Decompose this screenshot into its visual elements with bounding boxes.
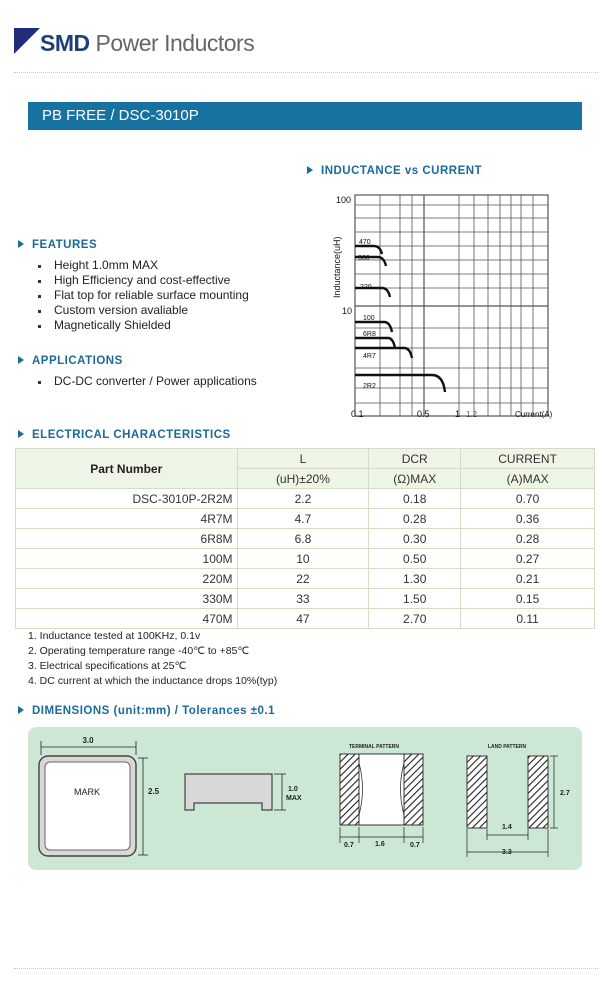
cell-part: 4R7M [16,509,238,529]
ytick-100: 100 [336,195,352,205]
mark-label: MARK [73,787,101,797]
ytick-10: 10 [342,306,353,316]
footer-divider [14,968,598,969]
applications-list [36,374,257,389]
banner-label: PB FREE / DSC-3010P [42,107,199,124]
dim-top-width: 3.0 [82,736,94,745]
land-left-pad [467,756,487,828]
dim-thickness: 1.0 [288,786,298,793]
list-item: Flat top for reliable surface mounting [36,288,249,303]
header-divider [14,72,598,73]
product-banner [28,102,582,130]
cell-current: 0.70 [461,489,595,509]
header-dcr-unit: (Ω)MAX [369,469,461,489]
header-dcr: DCR [369,449,461,469]
cell-dcr: 0.50 [369,549,461,569]
cell-l: 47 [237,609,369,629]
cell-dcr: 2.70 [369,609,461,629]
section-arrow-icon [18,356,24,364]
top-view-face [45,762,130,850]
note-2: 2. Operating temperature range -40℃ to +85℃ [28,645,250,657]
xtick-0-5: 0.5 [417,409,430,419]
cell-current: 0.27 [461,549,595,569]
cell-part: 6R8M [16,529,238,549]
electrical-heading: ELECTRICAL CHARACTERISTICS [18,429,231,441]
label-4r7: 4R7 [363,353,376,360]
side-view-body [185,774,272,810]
dim-land-height: 2.7 [560,790,570,797]
cell-l: 33 [237,589,369,609]
cell-part: DSC-3010P-2R2M [16,489,238,509]
list-item: DC-DC converter / Power applications [36,374,257,389]
cell-l: 6.8 [237,529,369,549]
label-470: 470 [359,239,371,246]
graph-heading: INDUCTANCE vs CURRENT [307,165,482,177]
label-2r2: 2R2 [363,383,376,390]
list-item: Height 1.0mm MAX [36,258,249,273]
cell-part: 470M [16,609,238,629]
cell-dcr: 0.30 [369,529,461,549]
dim-side-height: 2.5 [148,787,160,796]
cell-part: 100M [16,549,238,569]
x-axis-label: Current(A) [515,410,553,419]
cell-dcr: 0.18 [369,489,461,509]
dim-terminal-mid: 1.6 [375,841,385,848]
cell-l: 10 [237,549,369,569]
table-header-row [16,449,595,469]
cell-dcr: 1.30 [369,569,461,589]
dim-thickness-max: MAX [286,795,302,802]
label-6r8: 6R8 [363,331,376,338]
cell-current: 0.15 [461,589,595,609]
notes [28,629,277,689]
section-arrow-icon [307,166,313,174]
dimensions-heading: DIMENSIONS (unit:mm) / Tolerances ±0.1 [18,705,275,717]
land-right-pad [528,756,548,828]
dim-terminal-left: 0.7 [344,842,354,849]
section-arrow-icon [18,430,24,438]
features-list [36,258,249,333]
label-330: 330 [358,255,370,262]
cell-part: 220M [16,569,238,589]
header-current: CURRENT [461,449,595,469]
title-rest: Power Inductors [95,30,255,56]
land-pattern-title: LAND PATTERN [487,744,527,750]
xtick-0-1: 0.1 [351,409,364,419]
table-row [16,569,595,589]
terminal-left-pad [340,754,359,825]
table-row [16,529,595,549]
table-row [16,489,595,509]
page-title [40,30,254,57]
list-item: Magnetically Shielded [36,318,249,333]
note-4: 4. DC current at which the inductance drops 10%(typ) [28,675,278,687]
note-1: 1. Inductance tested at 100KHz, 0.1v [28,630,201,642]
title-corner-mark [14,28,40,54]
cell-l: 22 [237,569,369,589]
header-l: L [237,449,369,469]
section-arrow-icon [18,240,24,248]
header-part-number: Part Number [16,449,238,489]
label-100: 100 [363,315,375,322]
header-l-unit: (uH)±20% [237,469,369,489]
cell-current: 0.21 [461,569,595,589]
dim-land-gap: 1.4 [502,824,512,831]
features-heading: FEATURES [18,239,97,251]
dim-terminal-right: 0.7 [410,842,420,849]
cell-current: 0.28 [461,529,595,549]
label-220: 220 [360,284,372,291]
cell-current: 0.36 [461,509,595,529]
y-axis-label: Inductance(uH) [332,236,342,298]
terminal-right-pad [404,754,423,825]
note-3: 3. Electrical specifications at 25℃ [28,660,187,672]
section-arrow-icon [18,706,24,714]
terminal-pattern-title: TERMINAL PATTERN [349,744,399,750]
cell-dcr: 1.50 [369,589,461,609]
xtick-1-2: 1.2 [466,410,478,419]
table-row [16,589,595,609]
title-smd: SMD [40,30,90,56]
cell-l: 4.7 [237,509,369,529]
cell-part: 330M [16,589,238,609]
header-current-unit: (A)MAX [461,469,595,489]
table-row [16,609,595,629]
xtick-1: 1 [455,409,461,419]
dimensions-drawing [28,727,582,870]
electrical-table [15,448,595,629]
list-item: High Efficiency and cost-effective [36,273,249,288]
dim-land-total: 3.3 [502,849,512,856]
list-item: Custom version avaliable [36,303,249,318]
applications-heading: APPLICATIONS [18,355,123,367]
cell-dcr: 0.28 [369,509,461,529]
cell-l: 2.2 [237,489,369,509]
table-row [16,509,595,529]
cell-current: 0.11 [461,609,595,629]
table-row [16,549,595,569]
inductance-current-graph [322,188,562,423]
